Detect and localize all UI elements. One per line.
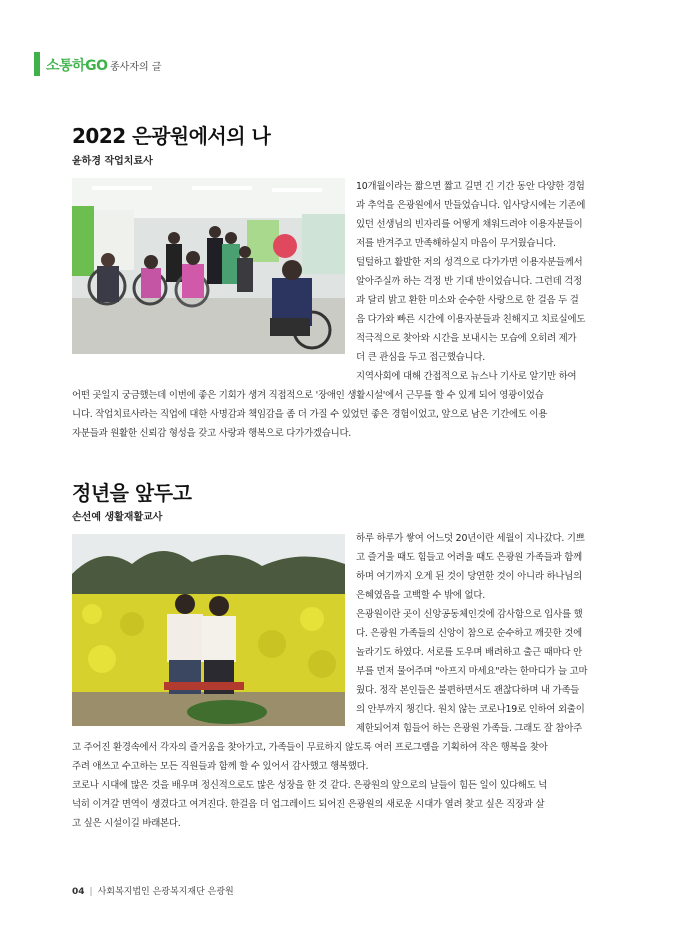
text-line: 지역사회에 대해 간접적으로 뉴스나 기사로 알기만 하여 — [356, 371, 577, 382]
footer-separator: | — [89, 887, 93, 897]
text-line: 니다. 작업치료사라는 직업에 대한 사명감과 책임감을 좀 더 가질 수 있었던 좋은 경험이었고, 앞으로 남은 기간에도 이용 — [72, 409, 548, 420]
text-line: 다. 은광원 가족들의 신앙이 참으로 순수하고 깨끗한 것에 — [356, 628, 582, 639]
text-line: 저를 반겨주고 만족해하실지 마음이 무거웠습니다. — [356, 238, 556, 249]
text-line: 고 즐거울 때도 힘들고 어려울 때도 은광원 가족들과 함께 — [356, 552, 582, 563]
page-number: 04 — [72, 887, 85, 897]
article1-author: 윤하경 작업치료사 — [72, 156, 153, 167]
text-line: 코로나 시대에 많은 것을 배우며 정신적으로도 많은 성장을 한 것 같다. 은광원의 앞으로의 날들이 힘든 일이 있다해도 넉 — [72, 780, 548, 791]
text-line: 제한되어져 힘들어 하는 은광원 가족들. 그래도 잘 참아주 — [356, 723, 582, 734]
text-line: 하루 하루가 쌓여 어느덧 20년이란 세월이 지나갔다. 기쁘 — [356, 533, 585, 544]
article2-author: 손선예 생활재활교사 — [72, 512, 163, 523]
article2-paragraph-right — [356, 529, 618, 738]
footer-organization: 사회복지법인 은광복지재단 은광원 — [97, 887, 234, 897]
text-line: 과 달리 밝고 환한 미소와 순수한 사랑으로 한 걸음 두 걸 — [356, 295, 579, 306]
header-brand: 소통하GO — [46, 58, 108, 74]
text-line: 부를 먼저 물어주며 "아프지 마세요"라는 한마디가 늘 고마 — [356, 666, 588, 677]
page-footer — [72, 884, 234, 897]
text-line: 과 추억을 은광원에서 만들었습니다. 입사당시에는 기존에 — [356, 200, 586, 211]
canola-field-photo — [72, 534, 345, 726]
text-line: 어떤 곳일지 궁금했는데 이번에 좋은 기회가 생겨 직접적으로 '장애인 생활시설'에서 근무를 할 수 있게 되어 영광이었습 — [72, 390, 544, 401]
article2-paragraph-full — [72, 738, 618, 833]
header-section: 종사자의 글 — [110, 62, 162, 73]
rehab-room-group-photo — [72, 178, 345, 354]
text-line: 있던 선생님의 빈자리를 어떻게 채워드려야 이용자분들이 — [356, 219, 583, 230]
text-line: 하며 여기까지 오게 된 것이 당연한 것이 아니라 하나님의 — [356, 571, 582, 582]
text-line: 넉히 이겨갈 면역이 생겼다고 여겨진다. 한걸음 더 업그레이드 되어진 은광원의 새로운 시대가 열려 찾고 싶은 직장과 살 — [72, 799, 545, 810]
text-line: 음 다가와 빠른 시간에 이용자분들과 친해지고 치료실에도 — [356, 314, 586, 325]
article1-title: 2022 은광원에서의 나 — [72, 124, 271, 148]
header-accent-bar — [34, 52, 40, 76]
article1-paragraph-right — [356, 177, 618, 386]
text-line: 자분들과 원활한 신뢰감 형성을 갖고 사랑과 행복으로 다가가겠습니다. — [72, 428, 352, 439]
text-line: 고 싶은 시설이길 바래본다. — [72, 818, 181, 829]
text-line: 의 안부까지 챙긴다. 원치 않는 코로나19로 인하여 외출이 — [356, 704, 585, 715]
article1-photo — [72, 178, 345, 354]
text-line: 놀라기도 하였다. 서로를 도우며 배려하고 출근 때마다 안 — [356, 647, 582, 658]
text-line: 알아주실까 하는 걱정 반 기대 반이었습니다. 그런데 걱정 — [356, 276, 582, 287]
text-line: 고 주어진 환경속에서 각자의 즐거움을 찾아가고, 가족들이 무료하지 않도록 여러 프로그램을 기획하여 작은 행복을 찾아 — [72, 742, 548, 753]
text-line: 은혜였음을 고백할 수 밖에 없다. — [356, 590, 486, 601]
article2-photo — [72, 534, 345, 726]
text-line: 더 큰 관심을 두고 접근했습니다. — [356, 352, 486, 363]
text-line: 털털하고 활발한 저의 성격으로 다가가면 이용자분들께서 — [356, 257, 583, 268]
article1-paragraph-full — [72, 386, 618, 443]
article2-title: 정년을 앞두고 — [72, 481, 192, 505]
text-line: 10개월이라는 짧으면 짧고 길면 긴 기간 동안 다양한 경험 — [356, 181, 585, 192]
text-line: 은광원이란 곳이 신앙공동체인것에 감사함으로 입사를 했 — [356, 609, 583, 620]
text-line: 주려 애쓰고 수고하는 모든 직원들과 함께 할 수 있어서 감사했고 행복했다. — [72, 761, 369, 772]
text-line: 웠다. 정작 본인들은 불편하면서도 괜찮다하며 내 가족들 — [356, 685, 580, 696]
text-line: 적극적으로 찾아와 시간을 보내시는 모습에 오히려 제가 — [356, 333, 577, 344]
